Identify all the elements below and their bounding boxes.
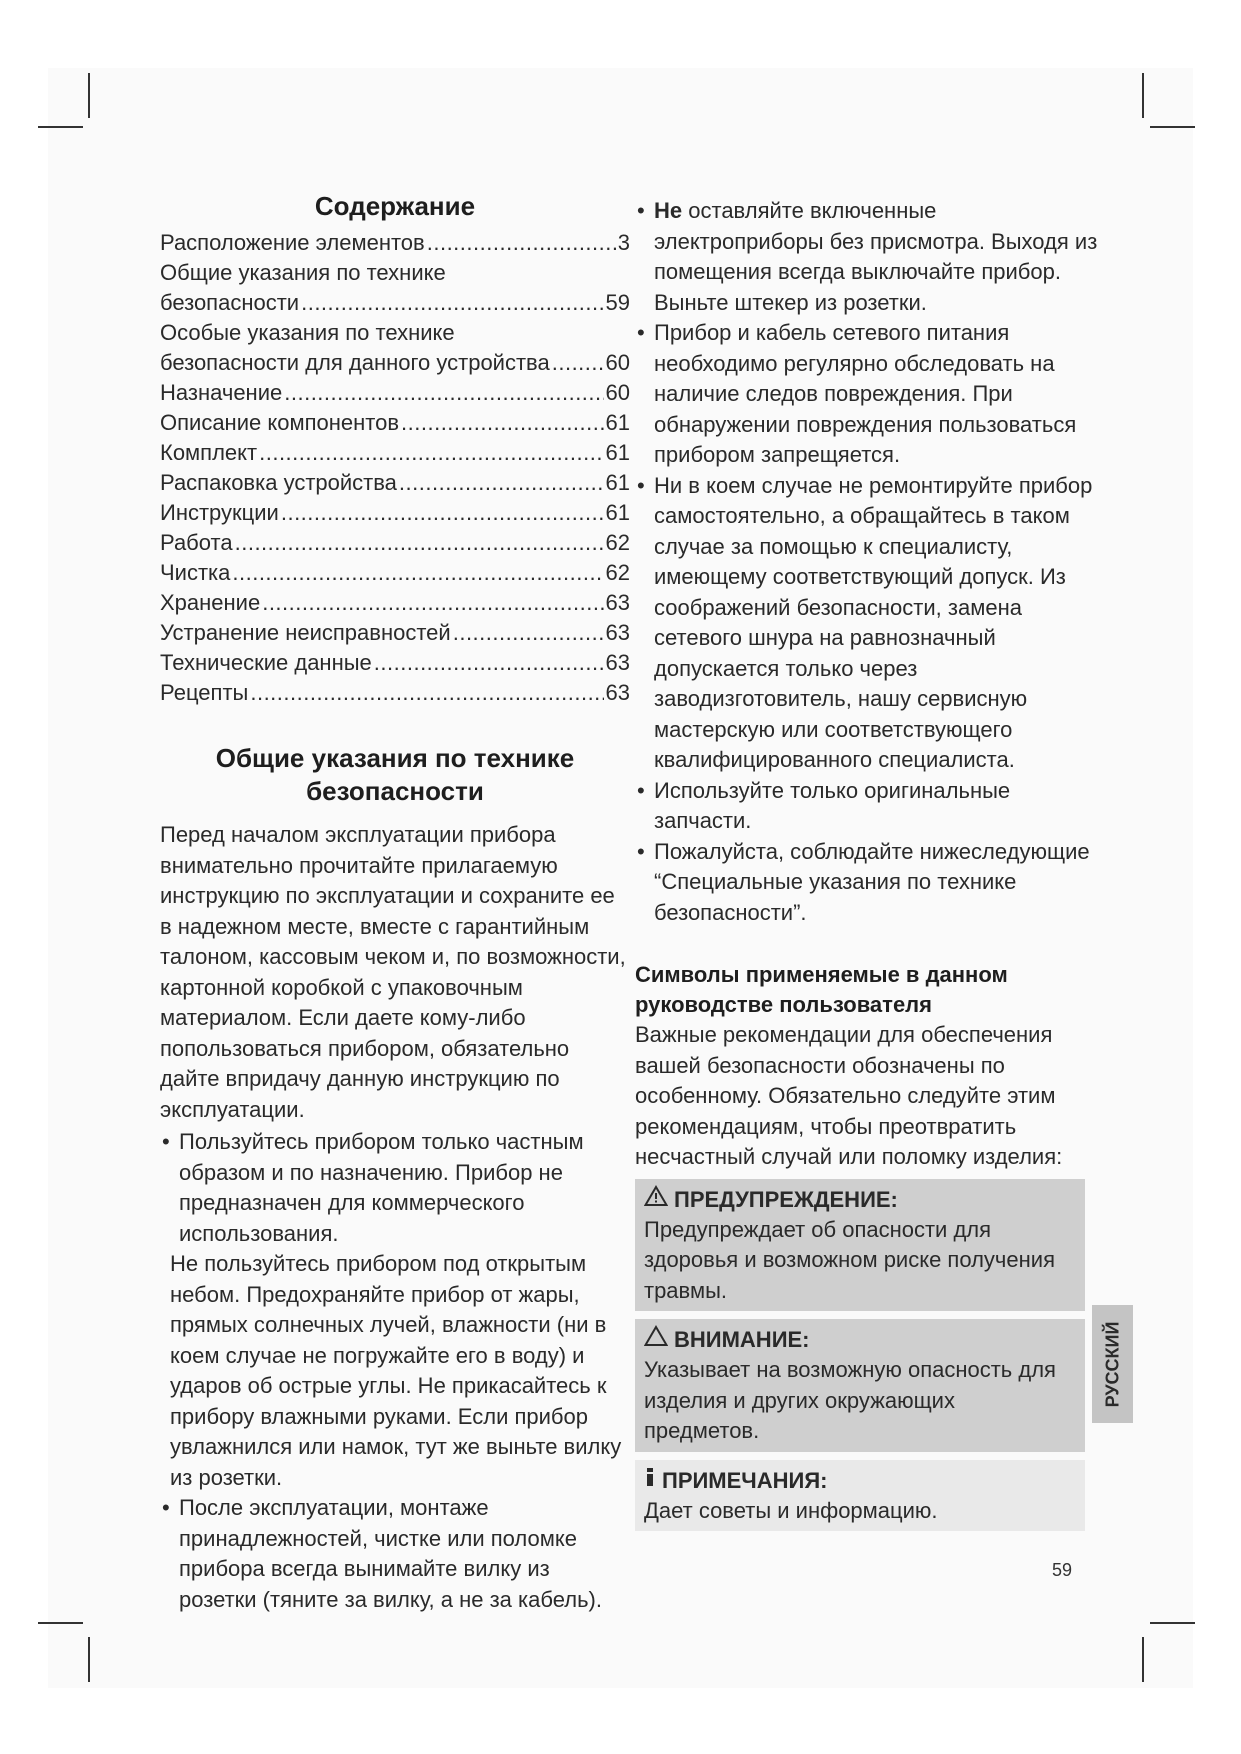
toc-entry-label: безопасности bbox=[160, 290, 300, 315]
toc-leader-dots bbox=[401, 408, 604, 439]
toc-entry-page: 61 bbox=[605, 440, 630, 465]
warning-box bbox=[635, 1179, 1085, 1312]
toc-entry[interactable] bbox=[160, 378, 630, 408]
toc-entry[interactable] bbox=[160, 648, 630, 678]
toc-leader-dots bbox=[235, 528, 604, 559]
toc-entry[interactable] bbox=[160, 438, 630, 468]
toc-entry-page: 63 bbox=[605, 650, 630, 675]
list-item-continuation: Не пользуйтесь прибором под открытым небом. Предохраняйте прибор от жары, прямых солнечных лучей, влажности (ни в коем случае не погружайте его в воду) и ударов об острые углы. Не прикасайтесь к прибору влажными руками. Если прибор увлажнился или намок, тут же выньте вилку из розетки. bbox=[170, 1251, 622, 1490]
toc-leader-dots bbox=[552, 348, 604, 379]
toc-entry-page: 63 bbox=[605, 620, 630, 645]
crop-mark bbox=[88, 1637, 90, 1682]
toc-leader-dots bbox=[399, 468, 604, 499]
toc-entry-label: Общие указания по технике bbox=[160, 260, 446, 285]
list-item-text: Используйте только оригинальные запчасти. bbox=[654, 777, 1011, 833]
toc-entry[interactable] bbox=[160, 408, 630, 438]
toc-entry-page: 63 bbox=[605, 680, 630, 705]
toc-entry[interactable] bbox=[160, 528, 630, 558]
language-tab-label: РУССКИЙ bbox=[1102, 1321, 1123, 1407]
safety-bullet-list-continued bbox=[635, 196, 1100, 928]
toc-entry[interactable] bbox=[160, 348, 630, 378]
list-item-text: Ни в коем случае не ремонтируйте прибор самостоятельно, а обращайтесь в таком случае за помощью к специалисту, имеющему соответствующий допуск. Из соображений безопасности, замена сетевого шнура на равнозначный допускается только через заводизготовитель, нашу сервисную мастерскую или соответствующего квалифицированного специалиста. bbox=[654, 472, 1093, 772]
list-item-emphasis: Не bbox=[654, 198, 683, 223]
list-item bbox=[635, 837, 1100, 929]
note-title-text: ПРИМЕЧАНИЯ: bbox=[662, 1467, 828, 1493]
toc-leader-dots bbox=[284, 378, 603, 409]
caution-title-text: ВНИМАНИЕ: bbox=[674, 1327, 810, 1352]
toc-entry-label: Комплект bbox=[160, 440, 258, 465]
caution-box bbox=[635, 1319, 1085, 1452]
toc-entry-label: Технические данные bbox=[160, 650, 372, 675]
crop-mark bbox=[88, 73, 90, 118]
crop-mark bbox=[38, 126, 83, 128]
toc-leader-dots bbox=[427, 228, 616, 259]
toc-entry-page: 61 bbox=[605, 500, 630, 525]
crop-mark bbox=[1150, 126, 1195, 128]
toc-entry[interactable] bbox=[160, 678, 630, 708]
list-item bbox=[635, 196, 1100, 318]
toc-entry-label: Расположение элементов bbox=[160, 230, 425, 255]
page-number: 59 bbox=[1052, 1560, 1073, 1580]
list-item-text: После эксплуатации, монтаже принадлежностей, чистке или поломке прибора всегда вынимайте вилку из розетки (тяните за вилку, а не за кабель). bbox=[179, 1495, 602, 1612]
toc-entry-page: 59 bbox=[605, 290, 630, 315]
toc-entry-page: 60 bbox=[605, 350, 630, 375]
toc-entry-page: 60 bbox=[605, 380, 630, 405]
toc-entry[interactable] bbox=[160, 468, 630, 498]
caution-triangle-icon bbox=[644, 1325, 668, 1355]
note-text: Дает советы и информацию. bbox=[644, 1497, 938, 1523]
warning-triangle-icon bbox=[644, 1185, 668, 1215]
toc-entry-label: Распаковка устройства bbox=[160, 470, 397, 495]
toc-leader-dots bbox=[281, 498, 604, 529]
toc-entry-page: 62 bbox=[605, 530, 630, 555]
table-of-contents bbox=[160, 228, 630, 708]
toc-entry-page: 61 bbox=[605, 470, 630, 495]
list-item-text: оставляйте включенные электроприборы без присмотра. Выходя из помещения всегда выключайте прибор. Выньте штекер из розетки. bbox=[654, 198, 1098, 315]
toc-leader-dots bbox=[374, 648, 604, 679]
toc-entry-page: 3 bbox=[617, 230, 630, 255]
toc-entry-label: Назначение bbox=[160, 380, 283, 405]
caution-text: Указывает на возможную опасность для изделия и других окружающих предметов. bbox=[644, 1357, 1056, 1443]
warning-text: Предупреждает об опасности для здоровья и возможном риске получения травмы. bbox=[644, 1216, 1055, 1303]
note-box bbox=[635, 1460, 1085, 1532]
toc-entry-label: Хранение bbox=[160, 590, 261, 615]
list-item-text: Пожалуйста, соблюдайте нижеследующие “Специальные указания по технике безопасности”. bbox=[654, 838, 1090, 925]
toc-entry[interactable] bbox=[160, 258, 630, 288]
right-column bbox=[635, 196, 1100, 1539]
toc-entry[interactable] bbox=[160, 588, 630, 618]
toc-entry-page: 61 bbox=[605, 410, 630, 435]
crop-mark bbox=[1150, 1622, 1195, 1624]
toc-entry-label: Описание компонентов bbox=[160, 410, 400, 435]
symbols-section-title: Символы применяемые в данном руководстве пользователя bbox=[635, 962, 1008, 1017]
left-column bbox=[160, 190, 630, 1615]
toc-leader-dots bbox=[232, 558, 603, 589]
safety-section-title: Общие указания по технике безопасности bbox=[215, 743, 575, 806]
toc-leader-dots bbox=[250, 678, 603, 709]
toc-title: Содержание bbox=[314, 191, 476, 221]
toc-entry-label: безопасности для данного устройства bbox=[160, 350, 550, 375]
info-icon bbox=[644, 1466, 656, 1496]
toc-entry-page: 62 bbox=[605, 560, 630, 585]
warning-box-title bbox=[644, 1185, 1076, 1215]
note-box-title bbox=[644, 1466, 1076, 1496]
caution-box-title bbox=[644, 1325, 1076, 1355]
toc-entry-page: 63 bbox=[605, 590, 630, 615]
crop-mark bbox=[38, 1622, 83, 1624]
toc-entry-label: Рецепты bbox=[160, 680, 249, 705]
list-item bbox=[635, 318, 1100, 471]
toc-entry[interactable] bbox=[160, 618, 630, 648]
safety-bullet-list bbox=[160, 1127, 630, 1615]
language-tab bbox=[1092, 1305, 1133, 1423]
toc-entry-label: Работа bbox=[160, 530, 233, 555]
toc-entry[interactable] bbox=[160, 498, 630, 528]
toc-leader-dots bbox=[301, 288, 603, 319]
toc-leader-dots bbox=[262, 588, 603, 619]
toc-entry[interactable] bbox=[160, 318, 630, 348]
toc-leader-dots bbox=[453, 618, 604, 649]
toc-entry-label: Чистка bbox=[160, 560, 231, 585]
crop-mark bbox=[1142, 73, 1144, 118]
list-item bbox=[160, 1127, 630, 1493]
list-item bbox=[160, 1493, 630, 1615]
toc-leader-dots bbox=[259, 438, 603, 469]
toc-entry-label: Инструкции bbox=[160, 500, 279, 525]
list-item-text: Прибор и кабель сетевого питания необходимо регулярно обследовать на наличие следов повреждения. При обнаружении повреждения пользоваться прибором запрещяется. bbox=[654, 320, 1077, 467]
list-item-text: Пользуйтесь прибором только частным образом и по назначению. Прибор не предназначен для коммерческого использования. bbox=[179, 1129, 584, 1246]
toc-entry-label: Устранение неисправностей bbox=[160, 620, 451, 645]
list-item bbox=[635, 471, 1100, 776]
toc-entry-label: Особые указания по технике bbox=[160, 320, 455, 345]
safety-intro-paragraph: Перед началом эксплуатации прибора внимательно прочитайте прилагаемую инструкцию по эксплуатации и сохраните ее в надежном месте, вместе с гарантийным талоном, кассовым чеком и, по возможности, картонной коробкой с упаковочным материалом. Если даете кому-либо попользоваться прибором, обязательно дайте впридачу данную инструкцию по эксплуатации. bbox=[160, 822, 626, 1122]
toc-entry[interactable] bbox=[160, 228, 630, 258]
toc-entry[interactable] bbox=[160, 288, 630, 318]
symbols-intro-paragraph: Важные рекомендации для обеспечения вашей безопасности обозначены по особенному. Обязательно следуйте этим рекомендациям, чтобы преотвратить несчастный случай или поломку изделия: bbox=[635, 1022, 1063, 1169]
crop-mark bbox=[1142, 1637, 1144, 1682]
warning-title-text: ПРЕДУПРЕЖДЕНИЕ: bbox=[674, 1186, 898, 1212]
list-item bbox=[635, 776, 1100, 837]
toc-entry[interactable] bbox=[160, 558, 630, 588]
